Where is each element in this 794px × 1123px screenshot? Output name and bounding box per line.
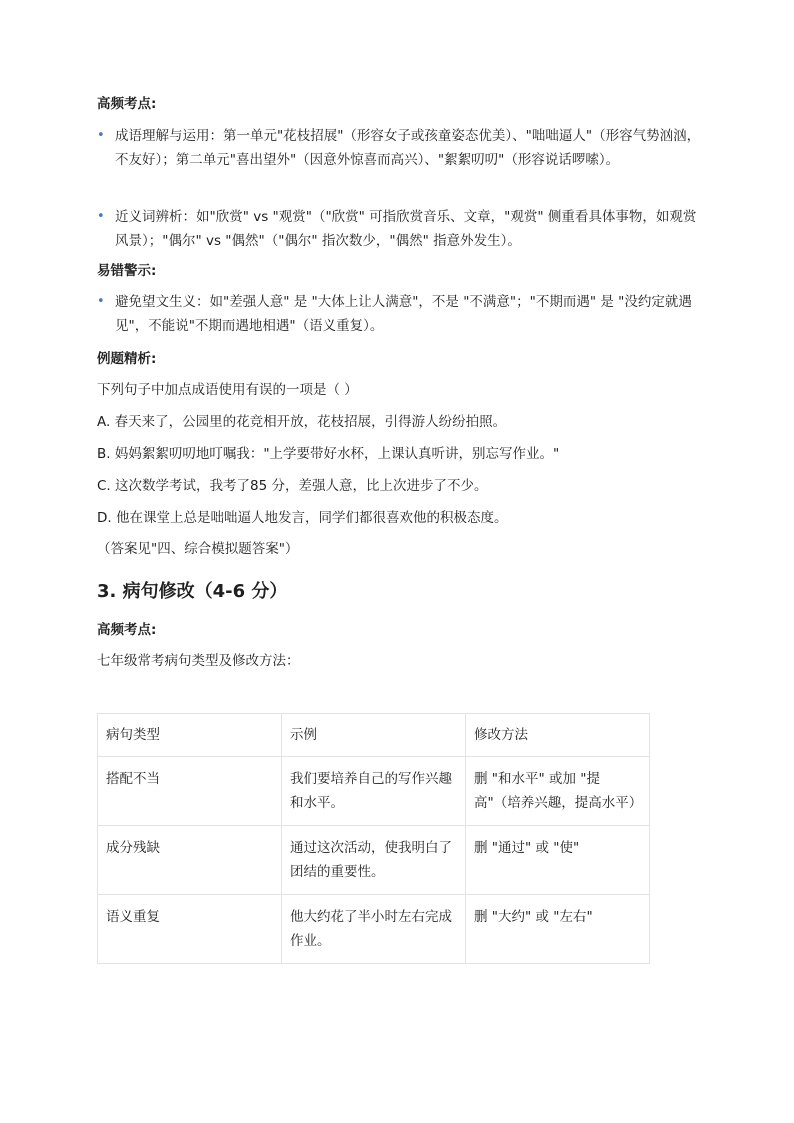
sentence-error-table <box>97 713 650 964</box>
bullet-text: 近义词辨析：如"欣赏" vs "观赏"（"欣赏" 可指欣赏音乐、文章，"观赏" 侧重看具体事物，如观赏风景）；"偶尔" vs "偶然"（"偶尔" 指次数少，"偶然" 指意外发生）。 <box>115 209 697 249</box>
table-cell: 成分残缺 <box>98 826 282 895</box>
option-c: C. 这次数学考试，我考了85 分，差强人意，比上次进步了不少。 <box>97 478 488 494</box>
bullet-dot-icon: • <box>97 209 105 224</box>
table-cell: 语义重复 <box>98 895 282 964</box>
section-heading: 3. 病句修改（4-6 分） <box>97 581 288 602</box>
question-text: 下列句子中加点成语使用有误的一项是（ ） <box>97 382 358 398</box>
table-row <box>98 895 650 964</box>
table-row <box>98 757 650 826</box>
example-analysis-label: 例题精析: <box>97 351 157 367</box>
table-cell: 删 "大约" 或 "左右" <box>466 895 650 964</box>
table-cell: 我们要培养自己的写作兴趣和水平。 <box>282 757 466 826</box>
bullet-item <box>97 124 707 172</box>
bullet-text: 成语理解与运用：第一单元"花枝招展"（形容女子或孩童姿态优美）、"咄咄逼人"（形容气势汹汹，不友好）；第二单元"喜出望外"（因意外惊喜而高兴）、"絮絮叨叨"（形容说话啰嗦）。 <box>115 128 701 168</box>
option-b: B. 妈妈絮絮叨叨地叮嘱我："上学要带好水杯，上课认真听讲，别忘写作业。" <box>97 446 560 462</box>
table-header-cell: 示例 <box>282 714 466 757</box>
bullet-dot-icon: • <box>97 294 105 309</box>
table-cell: 他大约花了半小时左右完成作业。 <box>282 895 466 964</box>
high-frequency-label: 高频考点: <box>97 96 157 112</box>
mistake-warning-label: 易错警示: <box>97 263 157 279</box>
option-d: D. 他在课堂上总是咄咄逼人地发言，同学们都很喜欢他的积极态度。 <box>97 510 508 526</box>
intro-text: 七年级常考病句类型及修改方法： <box>97 653 300 669</box>
bullet-dot-icon: • <box>97 128 105 143</box>
table-row <box>98 826 650 895</box>
table-header-row <box>98 714 650 757</box>
table-cell: 删 "通过" 或 "使" <box>466 826 650 895</box>
table-header-cell: 病句类型 <box>98 714 282 757</box>
answer-note: （答案见"四、综合模拟题答案"） <box>97 541 299 557</box>
bullet-text: 避免望文生义：如"差强人意" 是 "大体上让人满意"，不是 "不满意"；"不期而遇" 是 "没约定就遇见"，不能说"不期而遇地相遇"（语义重复）。 <box>115 294 692 334</box>
table-cell: 搭配不当 <box>98 757 282 826</box>
table-cell: 通过这次活动，使我明白了团结的重要性。 <box>282 826 466 895</box>
table-cell: 删 "和水平" 或加 "提高"（培养兴趣，提高水平） <box>466 757 650 826</box>
option-a: A. 春天来了，公园里的花竞相开放，花枝招展，引得游人纷纷拍照。 <box>97 414 507 430</box>
high-frequency-label: 高频考点: <box>97 622 157 638</box>
table-header-cell: 修改方法 <box>466 714 650 757</box>
bullet-item <box>97 290 707 338</box>
bullet-item <box>97 205 707 253</box>
